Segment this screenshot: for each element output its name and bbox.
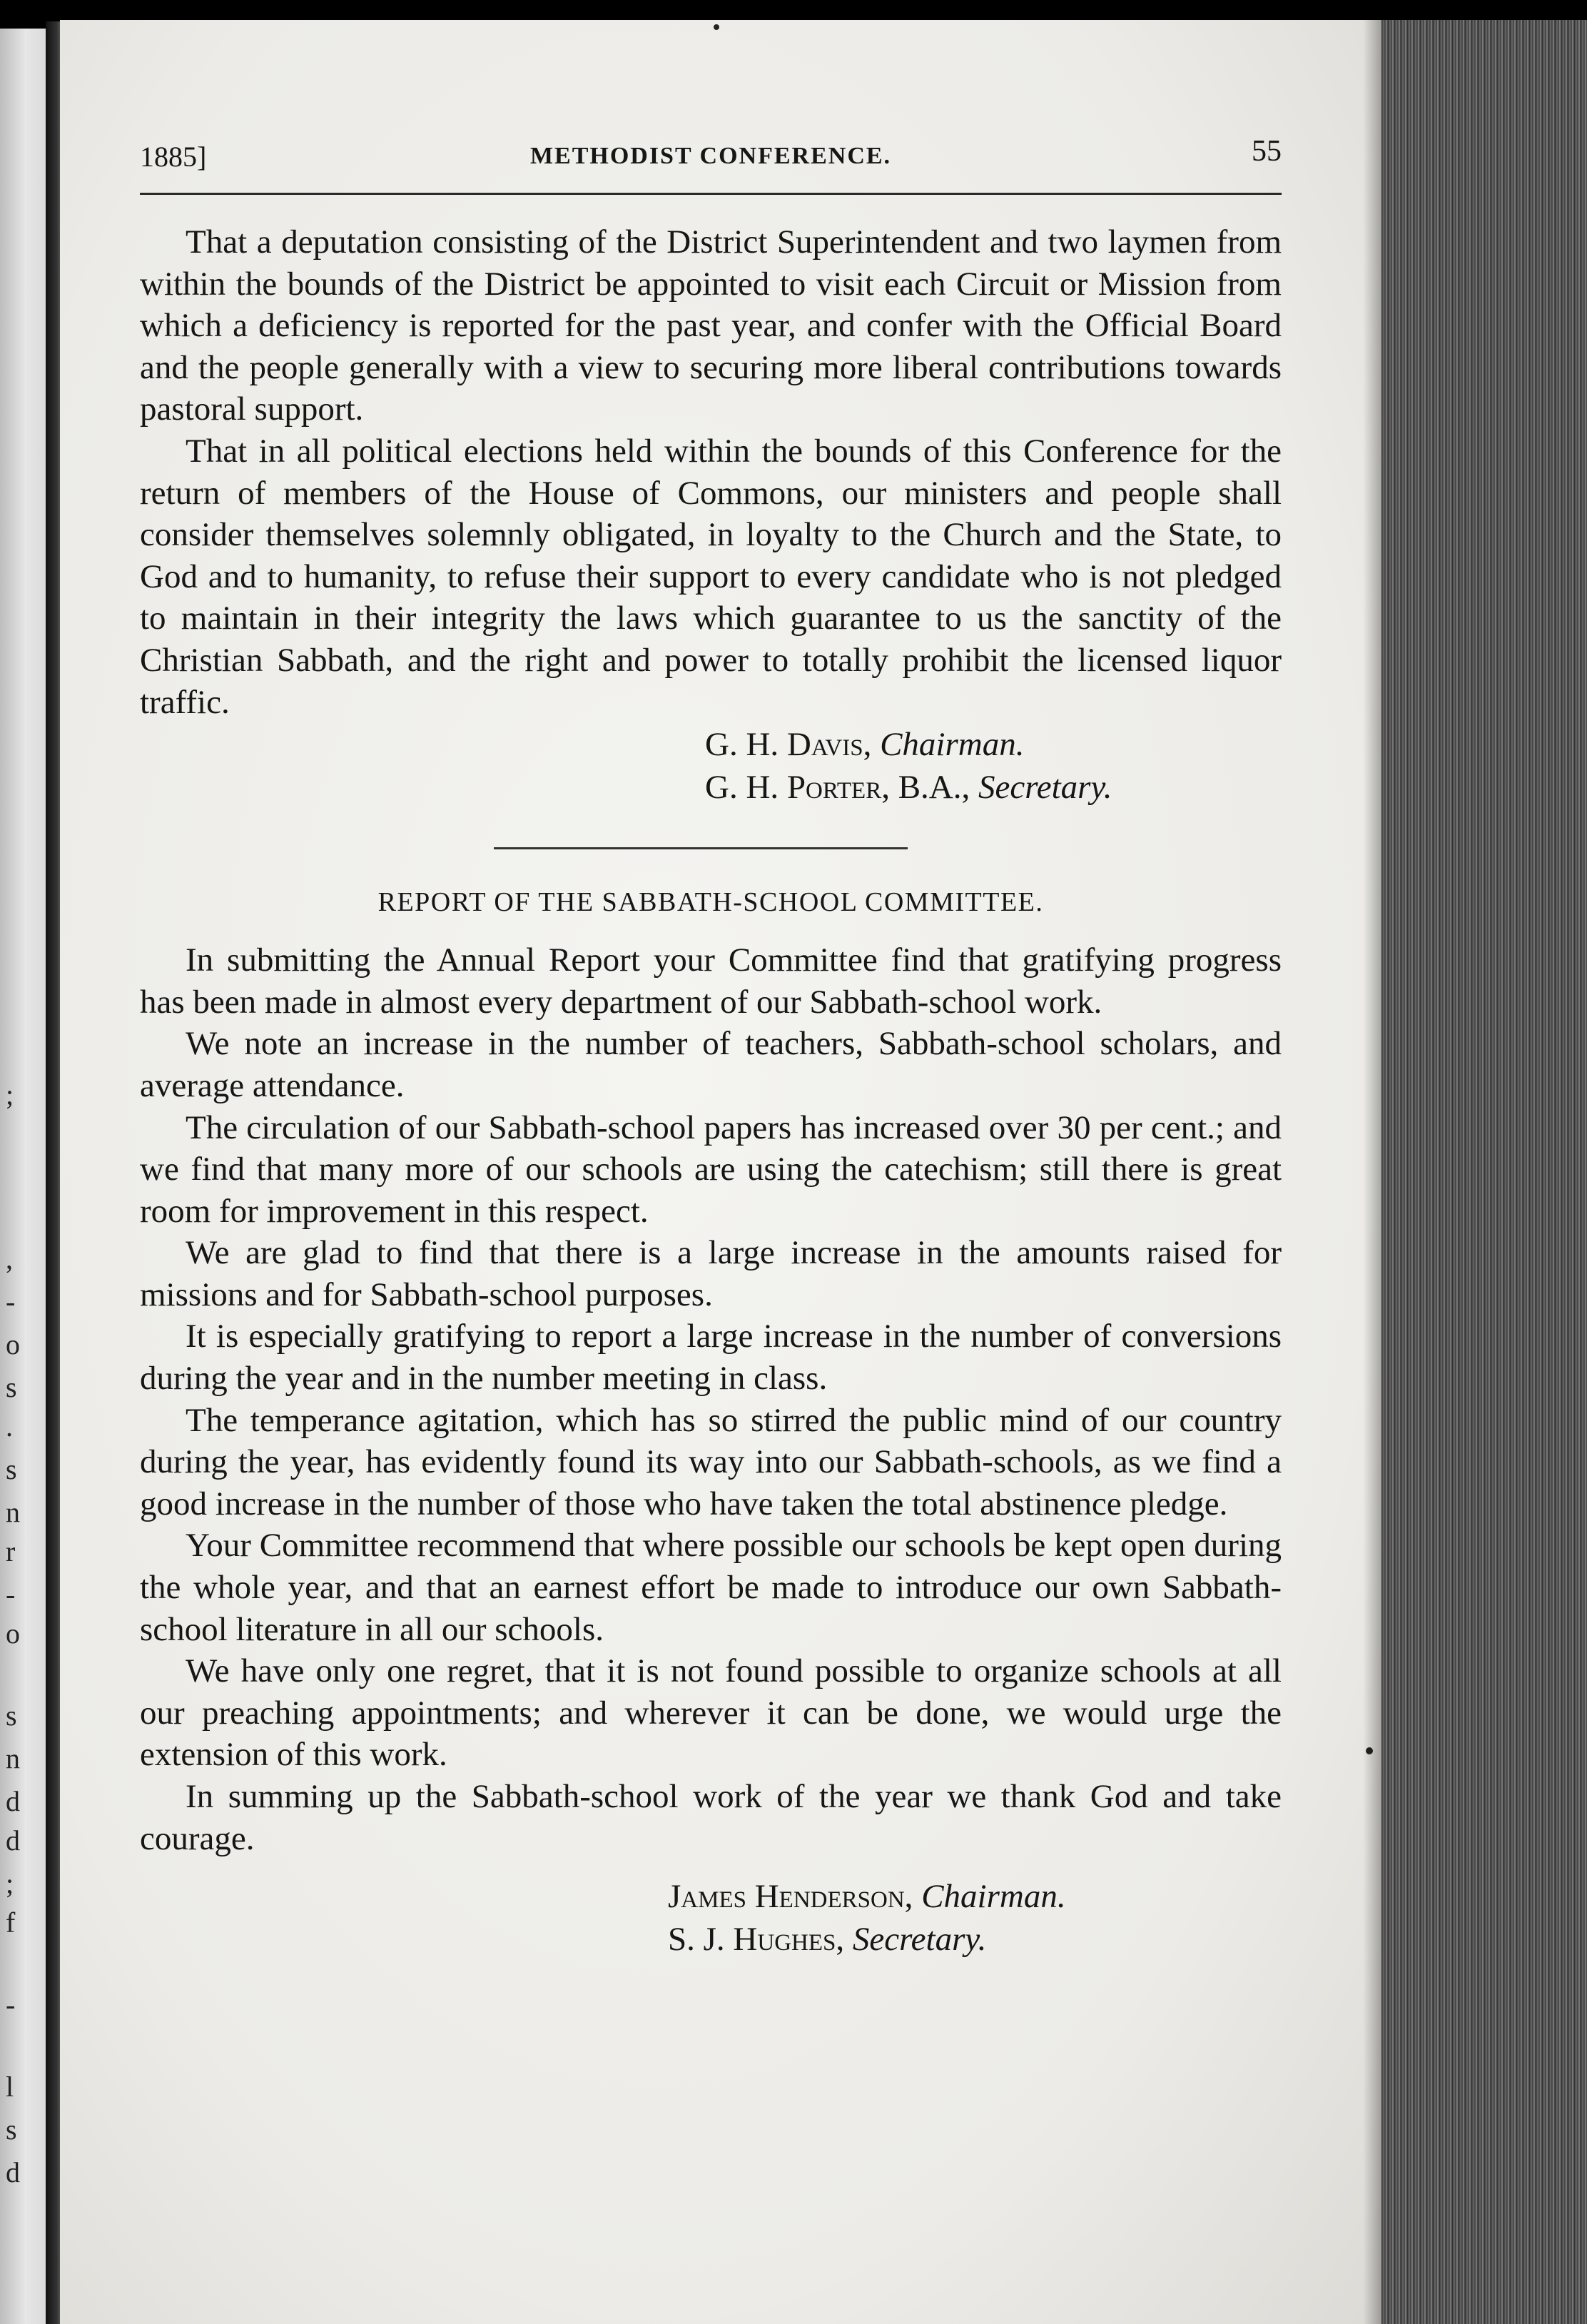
header-year: 1885]: [140, 141, 207, 173]
first-signatures: [140, 723, 1282, 809]
fragment-7: n: [6, 1496, 20, 1528]
running-header: [140, 134, 1282, 184]
signatory-name: G. H. Davis,: [705, 726, 872, 764]
signatory-name: G. H. Porter, B.A.,: [705, 769, 970, 807]
fragment-10: o: [6, 1617, 20, 1649]
fragment-9: -: [6, 1578, 16, 1610]
signatory-role: Chairman.: [921, 1878, 1066, 1916]
header-title: METHODIST CONFERENCE.: [529, 143, 892, 169]
fragment-17: -: [6, 1989, 16, 2021]
report-paragraph: It is especially gratifying to report a large increase in the number of conversions during the year and in the number meeting in class.: [140, 1318, 1282, 1398]
fragment-14: d: [6, 1824, 20, 1856]
signature-secretary: [705, 766, 1282, 809]
fragment-15: ;: [6, 1867, 14, 1899]
fragment-20: d: [6, 2156, 20, 2188]
report-paragraph: We note an increase in the number of teachers, Sabbath-school scholars, and average attendance.: [140, 1025, 1282, 1104]
book-page: [60, 20, 1387, 2324]
signatory-role: Secretary.: [978, 769, 1112, 807]
second-signatures: [140, 1875, 1282, 1961]
resolution-paragraph: That a deputation consisting of the District Superintendent and two laymen from within the bounds of the District be appointed to visit each Circuit or Mission from which a deficiency is reported for the past year, and confer with the Official Board and the people generally with a view to securing more liberal contributions towards pastoral support.: [140, 223, 1282, 428]
fragment-18: l: [6, 2071, 14, 2103]
fragment-11: s: [6, 1699, 17, 1732]
fragment-19: s: [6, 2113, 17, 2146]
signature-secretary: [668, 1918, 1282, 1961]
fragment-16: f: [6, 1906, 16, 1939]
resolutions-text: [140, 221, 1282, 723]
report-paragraph: The temperance agitation, which has so stirred the public mind of our country during the year, has evidently found its way into our Sabbath-schools, as we find a good increase in the number of those who have taken the total abstinence pledge.: [140, 1401, 1282, 1522]
fragment-2: -: [6, 1285, 16, 1318]
report-paragraph: We have only one regret, that it is not found possible to organize schools at all our preaching appointments; and wherever it can be done, we would urge the extension of this work.: [140, 1652, 1282, 1774]
page-content: [140, 134, 1282, 1961]
fragment-1: ,: [6, 1243, 13, 1275]
report-paragraph: Your Committee recommend that where possible our schools be kept open during the whole year, and that an earnest effort be made to introduce our own Sabbath-school literature in all our schools.: [140, 1527, 1282, 1648]
report-paragraph: The circulation of our Sabbath-school papers has increased over 30 per cent.; and we find that many more of our schools are using the catechism; still there is great room for improvement in this respect.: [140, 1108, 1282, 1230]
page-number: 55: [1252, 135, 1282, 168]
fragment-0: ;: [6, 1078, 14, 1111]
report-paragraph: In submitting the Annual Report your Committee find that gratifying progress has been made in almost every department of our Sabbath-school work.: [140, 941, 1282, 1021]
report-paragraph: In summing up the Sabbath-school work of the year we thank God and take courage.: [140, 1778, 1282, 1857]
book-page-edges: [1381, 20, 1587, 2324]
fragment-12: n: [6, 1742, 20, 1774]
section-title: REPORT OF THE SABBATH-SCHOOL COMMITTEE.: [377, 887, 1044, 918]
fragment-4: s: [6, 1371, 17, 1403]
fragment-6: s: [6, 1453, 17, 1485]
signature-chairman: [668, 1875, 1282, 1918]
fragment-5: .: [6, 1410, 13, 1443]
report-text: [140, 939, 1282, 1859]
fragment-13: d: [6, 1785, 20, 1817]
signatory-name: James Henderson,: [668, 1878, 913, 1916]
resolution-paragraph: That in all political elections held within the bounds of this Conference for the return of members of the House of Commons, our ministers and people shall consider themselves solemnly obligated, in loyalty to the Church and the State, to God and to humanity, to refuse their support to every candidate who is not pledged to maintain in their integrity the laws which guarantee to us the sanctity of the Christian Sabbath, and the right and power to totally prohibit the licensed liquor traffic.: [140, 432, 1282, 721]
header-rule: [140, 193, 1282, 195]
fragment-3: o: [6, 1328, 20, 1360]
paper-speck: [714, 24, 719, 30]
previous-page-text-fragments: [0, 29, 43, 2324]
report-paragraph: We are glad to find that there is a large increase in the amounts raised for missions and for Sabbath-school purposes.: [140, 1234, 1282, 1313]
signatory-name: S. J. Hughes,: [668, 1921, 845, 1959]
signature-chairman: [705, 723, 1282, 766]
fragment-8: r: [6, 1535, 16, 1567]
signatory-role: Chairman.: [880, 726, 1025, 764]
section-divider: [494, 847, 908, 849]
signatory-role: Secretary.: [852, 1921, 987, 1959]
